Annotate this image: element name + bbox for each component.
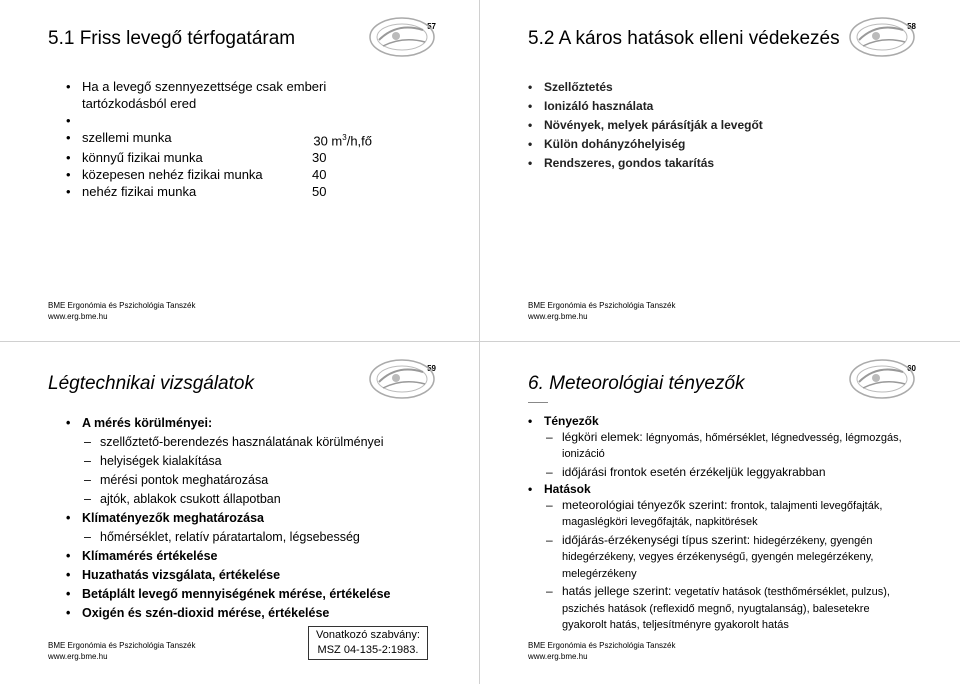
footer: BME Ergonómia és Pszichológia Tanszék www.erg.bme.hu: [528, 301, 676, 321]
sub-item: – szellőztető-berendezés használatának körülményei: [66, 433, 426, 452]
list-item: • könnyű fizikai munka 30: [66, 149, 406, 166]
page-number: 60: [907, 364, 916, 373]
list-item: • Oxigén és szén-dioxid mérése, értékelése: [66, 604, 426, 623]
list-item: • Ionizáló használata: [528, 97, 763, 116]
standard-note: Vonatkozó szabvány: MSZ 04-135-2:1983.: [308, 626, 428, 660]
sub-item: – meteorológiai tényezők szerint: frontok, talajmenti levegőfajták, magaslégköri levegőfajták, napkitörések: [528, 498, 908, 531]
slide-59: [0, 342, 480, 684]
list-item: • A mérés körülményei:: [66, 414, 426, 433]
list-item: • Hatások: [528, 482, 908, 498]
slide-58: [480, 0, 960, 342]
list-item: • Rendszeres, gondos takarítás: [528, 154, 763, 173]
bme-erg-logo-icon: [847, 14, 917, 60]
page-number: 57: [427, 22, 436, 31]
list-item: • szellemi munka 30 $m^3/h,fő$: [66, 129, 406, 149]
slide-title: 6. Meteorológiai tényezők: [528, 373, 745, 394]
page-number: 59: [427, 364, 436, 373]
sub-item: – hatás jellege szerint: vegetatív hatások (testhőmérséklet, pulzus), pszichés hatások (reflexidő megnő, nyugtalanság), balesetekre gyakorolt hatás, teljesítményre gyakorolt hatás: [528, 584, 908, 634]
footer: BME Ergonómia és Pszichológia Tanszék www.erg.bme.hu: [48, 641, 196, 661]
bme-erg-logo-icon: [367, 14, 437, 60]
page-number: 58: [907, 22, 916, 31]
list-item: • Betáplált levegő mennyiségének mérése, értékelése: [66, 585, 426, 604]
footer: BME Ergonómia és Pszichológia Tanszék www.erg.bme.hu: [528, 641, 676, 661]
sub-item: – ajtók, ablakok csukott állapotban: [66, 490, 426, 509]
sub-item: – mérési pontok meghatározása: [66, 471, 426, 490]
list-item: • nehéz fizikai munka 50: [66, 183, 406, 200]
slide-title: 5.2 A káros hatások elleni védekezés: [528, 28, 840, 49]
bme-erg-logo-icon: [847, 356, 917, 402]
bullet-list: [528, 414, 908, 636]
bme-erg-logo-icon: [367, 356, 437, 402]
slide-title: 5.1 Friss levegő térfogatáram: [48, 28, 296, 49]
sub-item: – időjárás-érzékenységi típus szerint: hidegérzékeny, gyengén hidegérzékeny, vegyes érzékenységű, gyengén melegérzékeny, melegérzékeny: [528, 533, 908, 583]
slide-60: [480, 342, 960, 684]
bullet-list: [528, 78, 763, 173]
spacer: [66, 112, 406, 129]
list-item: • Huzathatás vizsgálata, értékelése: [66, 566, 426, 585]
footer: BME Ergonómia és Pszichológia Tanszék www.erg.bme.hu: [48, 301, 196, 321]
sub-item: – időjárási frontok esetén érzékeljük leggyakrabban: [528, 465, 908, 481]
list-item: • közepesen nehéz fizikai munka 40: [66, 166, 406, 183]
sub-item: – légköri elemek: légnyomás, hőmérséklet, légnedvesség, légmozgás, ionizáció: [528, 430, 908, 463]
slide-57: [0, 0, 480, 342]
list-item: • Klímatényezők meghatározása: [66, 509, 426, 528]
sub-item: – helyiségek kialakítása: [66, 452, 426, 471]
list-item: • Klímamérés értékelése: [66, 547, 426, 566]
sub-item: – hőmérséklet, relatív páratartalom, légsebesség: [66, 528, 426, 547]
list-item: • Külön dohányzóhelyiség: [528, 135, 763, 154]
slide-title: Légtechnikai vizsgálatok: [48, 373, 254, 394]
bullet-list: [66, 78, 406, 200]
list-item: • Tényezők: [528, 414, 908, 430]
list-item: • Növények, melyek párásítják a levegőt: [528, 116, 763, 135]
list-item: • Ha a levegő szennyezettsége csak emberi tartózkodásból ered: [66, 78, 406, 112]
title-underline: [528, 402, 548, 403]
bullet-list: [66, 414, 426, 623]
list-item: • Szellőztetés: [528, 78, 763, 97]
